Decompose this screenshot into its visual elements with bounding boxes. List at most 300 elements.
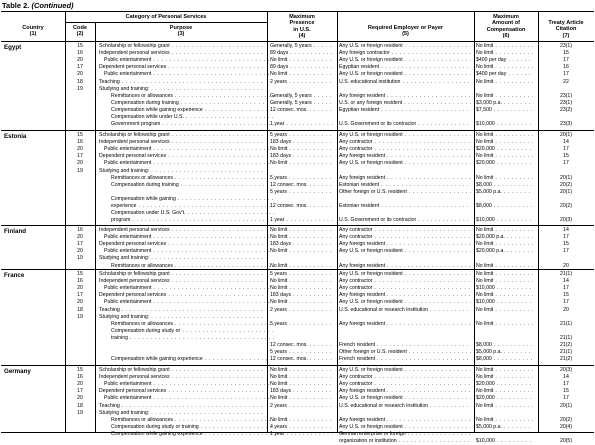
cell-presence: 5 years . . . — [270, 271, 333, 278]
cell-purpose: Dependent personal services . . . — [99, 388, 264, 395]
cell-purpose: Compensation during study or training . . . — [99, 424, 276, 431]
table-row — [1, 132, 594, 139]
cell-purpose: Compensation while gaining experience . . . — [99, 107, 276, 114]
cell-presence: No limit . . . — [270, 234, 333, 241]
table-row — [1, 278, 594, 285]
cell-purpose: Remittances or allowances . . . — [99, 263, 276, 270]
table-row — [1, 175, 594, 182]
cell-purpose: program . . . — [99, 217, 276, 224]
cell-article: 20(4) — [559, 423, 573, 430]
country-name: Egypt — [4, 44, 22, 51]
cell-amount: No limit . . . — [476, 403, 533, 410]
cell-employer: U.S. or any foreign resident . . . — [339, 100, 471, 107]
cell-amount: $5,000 p.a. . . . — [476, 349, 533, 356]
cell-purpose: Public entertainment . . . — [99, 248, 269, 255]
cell-amount: $10,000 . . . — [476, 438, 533, 445]
cell-code: 15 — [77, 367, 83, 373]
cell-employer: Any U.S. or foreign resident . . . — [339, 367, 471, 374]
cell-article: 21(1) — [559, 320, 573, 327]
cell-presence: 12 consec. mos. . . . — [270, 182, 333, 189]
cell-purpose: Public entertainment . . . — [99, 71, 269, 78]
cell-employer: Any contractor . . . — [339, 227, 471, 234]
cell-employer: Any foreign resident . . . — [339, 292, 471, 299]
cell-purpose: Dependent personal services . . . — [99, 241, 264, 248]
cell-article: 20(2) — [559, 416, 573, 423]
cell-presence: No limit . . . — [270, 146, 333, 153]
table-row — [1, 438, 594, 445]
cell-code: 16 — [77, 139, 83, 146]
cell-employer: Any foreign contractor . . . — [339, 50, 471, 57]
cell-purpose: Independent personal services . . . — [99, 50, 264, 57]
cell-article: 22 — [563, 78, 569, 85]
cell-article: 23(1) — [559, 92, 573, 99]
cell-purpose: Dependent personal services . . . — [99, 292, 264, 299]
table-row — [1, 241, 594, 248]
cell-presence: 89 days . . . — [270, 64, 333, 71]
cell-amount: $20,000 p.a. . . . — [476, 234, 533, 241]
cell-amount: $8,000 . . . — [476, 342, 533, 349]
cell-presence: 12 consec. mos. . . . — [270, 342, 333, 349]
cell-code: 15 — [77, 271, 83, 277]
header-amount: Maximum Amount of Compensation (6) — [486, 14, 526, 39]
table-row — [1, 307, 594, 314]
cell-amount: No limit . . . — [476, 50, 533, 57]
table-row — [1, 285, 594, 292]
cell-employer: Any U.S. or foreign resident . . . — [339, 424, 471, 431]
cell-article: 17 — [563, 146, 569, 153]
cell-presence: No limit . . . — [270, 299, 333, 306]
cell-presence: 5 years . . . — [270, 349, 333, 356]
table-row — [1, 93, 594, 100]
cell-employer: Any contractor . . . — [339, 285, 471, 292]
cell-code: 19 — [77, 255, 83, 262]
cell-presence: 5 years . . . — [270, 321, 333, 328]
cell-code: 17 — [77, 64, 83, 71]
table-row — [1, 328, 594, 335]
cell-article: 21(1) — [559, 349, 573, 356]
cell-article: 17 — [563, 248, 569, 255]
cell-presence: 1 year . . . — [270, 217, 333, 224]
cell-purpose: Scholarship or fellowship grant . . . — [99, 43, 264, 50]
cell-employer: U.S. Government or its contractor . . . — [339, 217, 471, 224]
cell-presence: No limit . . . — [270, 417, 333, 424]
cell-article: 17 — [563, 285, 569, 292]
cell-amount: No limit . . . — [476, 292, 533, 299]
cell-purpose: Dependent personal services . . . — [99, 153, 264, 160]
treaty-table — [1, 11, 594, 444]
cell-amount: $10,000 . . . — [476, 299, 533, 306]
cell-employer: Any foreign resident . . . — [339, 388, 471, 395]
cell-code: 20 — [77, 234, 83, 241]
table-row — [1, 217, 594, 224]
cell-article: 23(1) — [559, 43, 573, 49]
cell-amount: No limit . . . — [476, 132, 533, 139]
table-row — [1, 395, 594, 402]
table-title — [2, 1, 74, 10]
cell-purpose: Remittances or allowances . . . — [99, 321, 276, 328]
cell-code: 20 — [77, 299, 83, 306]
cell-amount: $20,000 . . . — [476, 146, 533, 153]
cell-presence: Generally, 5 years . . . — [270, 100, 333, 107]
cell-amount: $8,000 . . . — [476, 356, 533, 363]
cell-presence: Generally, 5 years . . . — [270, 93, 333, 100]
table-row — [1, 424, 594, 431]
cell-employer: Other foreign or U.S. resident . . . — [339, 189, 471, 196]
cell-article: 21(1) — [559, 271, 573, 277]
table-continued-label: (Continued) — [31, 1, 74, 10]
table-row — [1, 196, 594, 203]
table-row — [1, 356, 594, 363]
cell-amount: $20,000 . . . — [476, 395, 533, 402]
cell-purpose: Remittances or allowances . . . — [99, 417, 276, 424]
cell-code: 20 — [77, 71, 83, 78]
cell-presence: 5 years . . . — [270, 189, 333, 196]
cell-amount: No limit . . . — [476, 417, 533, 424]
cell-employer: Any foreign resident . . . — [339, 321, 471, 328]
table-row — [1, 403, 594, 410]
cell-purpose: Remittances or allowances . . . — [99, 175, 276, 182]
header-presence: Maximum Presence in U.S. (4) — [289, 14, 315, 39]
section-rule — [1, 365, 594, 366]
cell-employer: U.S. educational institution . . . — [339, 79, 471, 86]
cell-presence: 183 days . . . — [270, 139, 333, 146]
cell-purpose: Scholarship or fellowship grant . . . — [99, 367, 264, 374]
cell-presence: 5 years . . . — [270, 132, 333, 139]
cell-code: 20 — [77, 248, 83, 255]
table-row — [1, 314, 594, 321]
cell-purpose: Studying and training: . . . — [99, 410, 264, 417]
cell-article: 17 — [563, 381, 569, 388]
cell-employer: Any foreign resident . . . — [339, 417, 471, 424]
table-row — [1, 299, 594, 306]
table-row — [1, 335, 594, 342]
cell-article: 20 — [563, 306, 569, 313]
cell-article: 15 — [563, 388, 569, 395]
cell-employer: Any U.S. or foreign resident . . . — [339, 71, 471, 78]
cell-article: 21(2) — [559, 342, 573, 348]
cell-presence: No limit . . . — [270, 57, 333, 64]
cell-amount: No limit . . . — [476, 367, 533, 374]
table-row — [1, 210, 594, 217]
cell-amount: No limit . . . — [476, 241, 533, 248]
cell-code: 20 — [77, 57, 83, 64]
cell-purpose: Teaching . . . — [99, 79, 264, 86]
table-row — [1, 182, 594, 189]
table-row — [1, 234, 594, 241]
cell-amount: $3,000 p.a. . . . — [476, 100, 533, 107]
cell-amount: $400 per day . . . — [476, 57, 533, 64]
cell-purpose: Dependent personal services . . . — [99, 64, 264, 71]
cell-amount: $20,000 . . . — [476, 160, 533, 167]
cell-code: 16 — [77, 374, 83, 381]
section-rule — [1, 130, 594, 131]
header-subrule — [65, 22, 267, 23]
cell-employer: U.S. educational or research institution . . . — [339, 307, 471, 314]
cell-article: 20(1) — [559, 174, 573, 181]
cell-purpose: Compensation under U.S. Gov't. . . . — [99, 210, 276, 217]
table-row — [1, 374, 594, 381]
cell-purpose: Public entertainment . . . — [99, 160, 269, 167]
cell-employer: Egyptian resident . . . — [339, 107, 471, 114]
cell-amount: No limit . . . — [476, 93, 533, 100]
cell-employer: Any U.S. or foreign resident . . . — [339, 248, 471, 255]
cell-amount: $20,000 . . . — [476, 381, 533, 388]
cell-purpose: Government program . . . — [99, 121, 276, 128]
header-purpose: Purpose (3) — [169, 25, 193, 38]
section-rule — [1, 225, 594, 226]
cell-employer: Any contractor . . . — [339, 139, 471, 146]
table-row — [1, 114, 594, 121]
cell-purpose: Public entertainment . . . — [99, 146, 269, 153]
table-row — [1, 50, 594, 57]
cell-employer: Any contractor . . . — [339, 374, 471, 381]
cell-employer: organization or institution . . . — [339, 438, 471, 445]
cell-code: 20 — [77, 146, 83, 153]
cell-presence: No limit . . . — [270, 248, 333, 255]
cell-presence: 5 years . . . — [270, 175, 333, 182]
table-row — [1, 263, 594, 270]
cell-article: 15 — [563, 153, 569, 160]
cell-purpose: Remittances or allowances . . . — [99, 93, 276, 100]
cell-article: 14 — [563, 227, 569, 233]
table-row — [1, 189, 594, 196]
table-row — [1, 292, 594, 299]
cell-presence: No limit . . . — [270, 381, 333, 388]
cell-article: 17 — [563, 160, 569, 167]
cell-code: 20 — [77, 160, 83, 167]
cell-code: 18 — [77, 306, 83, 313]
cell-purpose: Teaching . . . — [99, 307, 264, 314]
cell-purpose: Studying and training: . . . — [99, 168, 264, 175]
table-row — [1, 153, 594, 160]
cell-presence: No limit . . . — [270, 71, 333, 78]
cell-employer: Estonian resident . . . — [339, 203, 471, 210]
cell-purpose: Compensation while under U.S. . . . — [99, 114, 276, 121]
cell-code: 19 — [77, 167, 83, 174]
table-row — [1, 381, 594, 388]
cell-purpose: Scholarship or fellowship grant . . . — [99, 132, 264, 139]
cell-employer: Any U.S. or foreign resident . . . — [339, 395, 471, 402]
cell-amount: $10,000 . . . — [476, 285, 533, 292]
cell-amount: $8,000 . . . — [476, 203, 533, 210]
cell-amount: $400 per day . . . — [476, 71, 533, 78]
cell-employer: Any U.S. or foreign resident . . . — [339, 132, 471, 139]
cell-presence: No limit . . . — [270, 285, 333, 292]
table-row — [1, 107, 594, 114]
cell-code: 17 — [77, 153, 83, 160]
cell-presence: 183 days . . . — [270, 153, 333, 160]
cell-amount: $8,000 . . . — [476, 182, 533, 189]
cell-code: 19 — [77, 313, 83, 320]
cell-article: 14 — [563, 374, 569, 381]
cell-amount: $10,000 . . . — [476, 217, 533, 224]
cell-purpose: Compensation during study or . . . — [99, 328, 276, 335]
cell-purpose: Compensation during training . . . — [99, 182, 276, 189]
cell-article: 21(1) — [559, 334, 573, 341]
cell-amount: No limit . . . — [476, 227, 533, 234]
cell-employer: Any contractor . . . — [339, 278, 471, 285]
cell-employer: U.S. educational or research institution . . . — [339, 403, 471, 410]
cell-presence: 2 years . . . — [270, 403, 333, 410]
cell-presence: 12 consec. mos. . . . — [270, 107, 333, 114]
cell-presence: No limit . . . — [270, 395, 333, 402]
cell-purpose: Studying and training: . . . — [99, 314, 264, 321]
cell-employer: Any U.S. or foreign resident . . . — [339, 271, 471, 278]
cell-purpose: Public entertainment . . . — [99, 395, 269, 402]
cell-presence: No limit . . . — [270, 367, 333, 374]
cell-presence: 2 years . . . — [270, 79, 333, 86]
country-name: Germany — [4, 368, 31, 375]
cell-article: 17 — [563, 299, 569, 306]
cell-employer: Any foreign resident . . . — [339, 175, 471, 182]
cell-employer: Any contractor . . . — [339, 234, 471, 241]
cell-code: 20 — [77, 285, 83, 292]
cell-code: 18 — [77, 78, 83, 85]
cell-employer: Other foreign or U.S. resident . . . — [339, 349, 471, 356]
cell-presence: 89 days . . . — [270, 50, 333, 57]
cell-purpose: Public entertainment . . . — [99, 234, 269, 241]
cell-employer: Any contractor . . . — [339, 381, 471, 388]
cell-code: 15 — [77, 43, 83, 49]
cell-presence: No limit . . . — [270, 160, 333, 167]
cell-presence: 1 year . . . — [270, 431, 333, 438]
cell-employer: Any U.S. or foreign resident . . . — [339, 57, 471, 64]
table-row — [1, 64, 594, 71]
cell-employer: Any foreign resident . . . — [339, 241, 471, 248]
cell-employer: Any U.S. or foreign resident . . . — [339, 43, 471, 50]
table-row — [1, 160, 594, 167]
table-row — [1, 43, 594, 50]
header-employer: Required Employer or Payer (5) — [367, 25, 444, 38]
cell-article: 20(1) — [559, 402, 573, 409]
cell-employer: Any contractor . . . — [339, 146, 471, 153]
cell-purpose: Independent personal services . . . — [99, 227, 264, 234]
cell-presence: No limit . . . — [270, 278, 333, 285]
table-row — [1, 71, 594, 78]
cell-article: 17 — [563, 57, 569, 64]
table-row — [1, 367, 594, 374]
cell-article: 20(5) — [559, 438, 573, 444]
cell-article: 21(2) — [559, 356, 573, 363]
table-row — [1, 203, 594, 210]
table-row — [1, 100, 594, 107]
cell-amount: No limit . . . — [476, 278, 533, 285]
table-row — [1, 79, 594, 86]
cell-presence: 1 year . . . — [270, 121, 333, 128]
cell-code: 17 — [77, 292, 83, 299]
table-row — [1, 342, 594, 349]
cell-amount: No limit . . . — [476, 321, 533, 328]
cell-purpose: Independent personal services . . . — [99, 374, 264, 381]
cell-article: 15 — [563, 241, 569, 248]
cell-article: 17 — [563, 234, 569, 241]
cell-purpose: Independent personal services . . . — [99, 139, 264, 146]
table-row — [1, 255, 594, 262]
header-article: Treaty Article Citation (7) — [548, 20, 584, 39]
cell-employer: Any U.S. or foreign resident . . . — [339, 299, 471, 306]
cell-employer: German enterprise or foreign . . . — [339, 431, 471, 438]
cell-article: 17 — [563, 71, 569, 78]
cell-employer: Any foreign resident . . . — [339, 153, 471, 160]
cell-presence: 183 days . . . — [270, 241, 333, 248]
cell-article: 14 — [563, 139, 569, 146]
table-row — [1, 121, 594, 128]
country-name: France — [4, 272, 25, 279]
cell-article: 20(3) — [559, 217, 573, 224]
header-category: Category of Personal Services — [125, 14, 207, 20]
cell-amount: $10,000 . . . — [476, 121, 533, 128]
table-row — [1, 248, 594, 255]
cell-employer: French resident . . . — [339, 356, 471, 363]
cell-amount: $5,000 p.a. . . . — [476, 424, 533, 431]
table-row — [1, 139, 594, 146]
cell-purpose: Public entertainment . . . — [99, 57, 269, 64]
cell-employer: French resident . . . — [339, 342, 471, 349]
cell-presence: 12 consec. mos. . . . — [270, 203, 333, 210]
cell-article: 20(1) — [559, 132, 573, 138]
cell-purpose: Compensation while gaining experience . . . — [99, 356, 276, 363]
cell-employer: Any foreign resident . . . — [339, 93, 471, 100]
table-row — [1, 168, 594, 175]
cell-employer: Estonian resident . . . — [339, 182, 471, 189]
cell-amount: No limit . . . — [476, 64, 533, 71]
cell-employer: Any foreign resident . . . — [339, 263, 471, 270]
table-row — [1, 410, 594, 417]
cell-purpose: experience . . . — [99, 203, 276, 210]
cell-code: 18 — [77, 402, 83, 409]
cell-purpose: Compensation while gaining experience . . . — [99, 431, 276, 438]
table-row — [1, 271, 594, 278]
cell-presence: 4 years . . . — [270, 424, 333, 431]
cell-presence: No limit . . . — [270, 374, 333, 381]
country-name: Estonia — [4, 133, 27, 140]
cell-amount: No limit . . . — [476, 374, 533, 381]
cell-amount: No limit . . . — [476, 153, 533, 160]
cell-article: 14 — [563, 278, 569, 285]
cell-purpose: Public entertainment . . . — [99, 299, 269, 306]
cell-amount: $20,000 p.a. . . . — [476, 248, 533, 255]
table-row — [1, 146, 594, 153]
cell-presence: 183 days . . . — [270, 292, 333, 299]
cell-code: 17 — [77, 388, 83, 395]
cell-amount: No limit . . . — [476, 79, 533, 86]
cell-presence: No limit . . . — [270, 263, 333, 270]
cell-code: 19 — [77, 85, 83, 92]
cell-article: 23(2) — [559, 106, 573, 113]
cell-article: 20(2) — [559, 203, 573, 209]
header-country: Country (1) — [22, 25, 44, 38]
cell-employer: Egyptian resident . . . — [339, 64, 471, 71]
cell-presence: Generally, 5 years . . . — [270, 43, 333, 50]
cell-code: 15 — [77, 132, 83, 138]
cell-purpose: Studying and training: . . . — [99, 255, 264, 262]
header-rule — [1, 41, 594, 42]
cell-article: 20(3) — [559, 367, 573, 373]
cell-purpose: training . . . — [99, 335, 276, 342]
table-row — [1, 321, 594, 328]
cell-amount: No limit . . . — [476, 307, 533, 314]
table-row — [1, 227, 594, 234]
cell-purpose: Studying and training: . . . — [99, 86, 264, 93]
cell-amount: $7,500 . . . — [476, 107, 533, 114]
cell-presence: 12 consec. mos. . . . — [270, 356, 333, 363]
cell-employer: U.S. Government or its contractor . . . — [339, 121, 471, 128]
cell-amount: $5,000 p.a. . . . — [476, 189, 533, 196]
cell-article: 20 — [563, 262, 569, 269]
cell-purpose: Compensation during training . . . — [99, 100, 276, 107]
cell-presence: 2 years . . . — [270, 307, 333, 314]
cell-article: 16 — [563, 64, 569, 71]
